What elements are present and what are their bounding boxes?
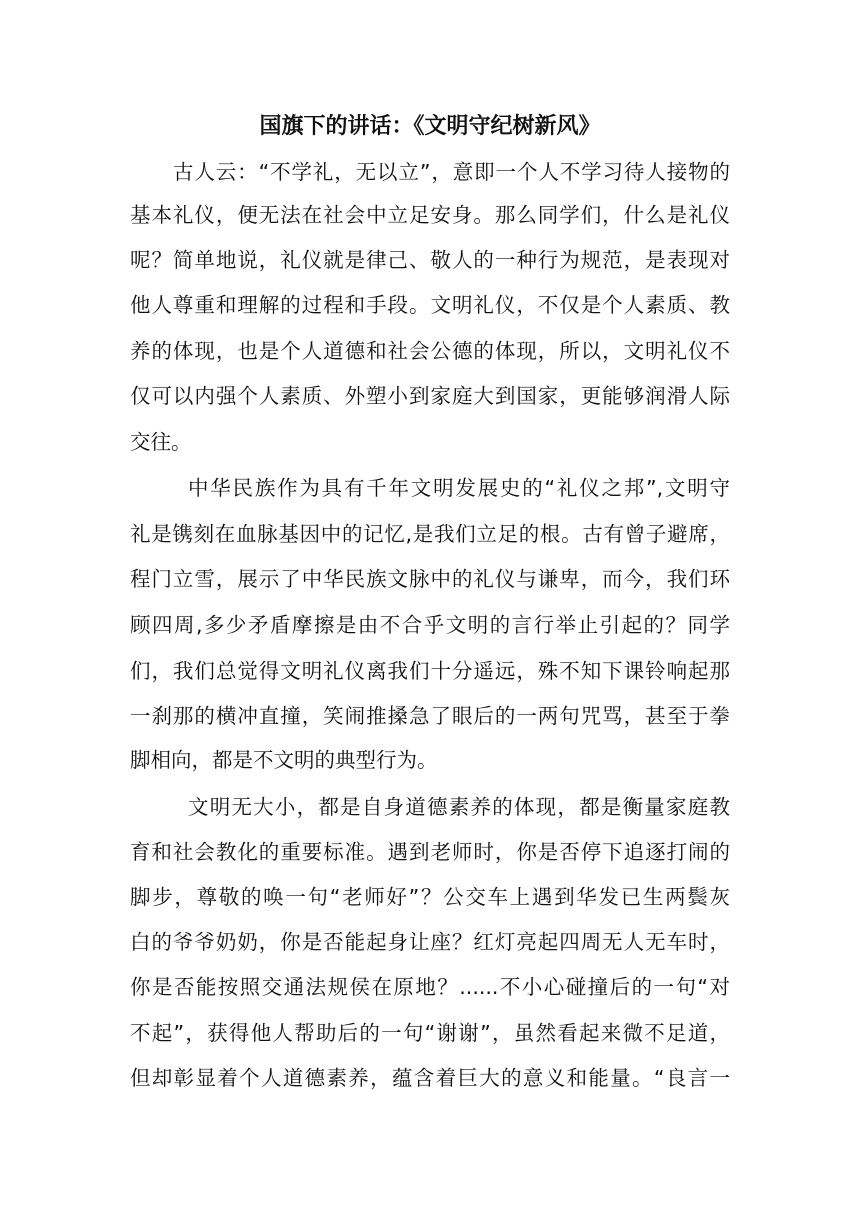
paragraph-3-line-5: 你是否能按照交通法规侯在原地？......不小心碰撞后的一句“对	[130, 975, 730, 999]
paragraph-2-line-2: 礼是镌刻在血脉基因中的记忆,是我们立足的根。古有曾子避席，	[130, 522, 730, 546]
paragraph-3-line-2: 育和社会教化的重要标准。遇到老师时，你是否停下追逐打闹的	[130, 840, 730, 864]
paragraph-2-line-6: 一刹那的横冲直撞，笑闹推搡急了眼后的一两句咒骂，甚至于拳	[130, 704, 730, 728]
paragraph-3-line-7: 但却彰显着个人道德素养，蕴含着巨大的意义和能量。“良言一	[130, 1066, 730, 1090]
paragraph-1-line-7: 交往。	[130, 430, 192, 454]
paragraph-1-line-3: 呢？简单地说，礼仪就是律己、敬人的一种行为规范，是表现对	[130, 248, 730, 272]
paragraph-1-line-6: 仅可以内强个人素质、外塑小到家庭大到国家，更能够润滑人际	[130, 384, 730, 408]
paragraph-2-line-5: 们，我们总觉得文明礼仪离我们十分遥远，殊不知下课铃响起那	[130, 659, 730, 683]
paragraph-2-line-1: 中华民族作为具有千年文明发展史的“礼仪之邦”,文明守	[188, 476, 730, 500]
paragraph-1-line-4: 他人尊重和理解的过程和手段。文明礼仪，不仅是个人素质、教	[130, 293, 730, 317]
paragraph-1-line-1: 古人云：“不学礼，无以立”，意即一个人不学习待人接物的	[173, 160, 730, 184]
paragraph-3-line-4: 白的爷爷奶奶，你是否能起身让座？红灯亮起四周无人无车时，	[130, 930, 730, 954]
paragraph-1-line-2: 基本礼仪，便无法在社会中立足安身。那么同学们，什么是礼仪	[130, 203, 730, 227]
document-title: 国旗下的讲话：《文明守纪树新风》	[259, 114, 601, 139]
paragraph-2-line-7: 脚相向，都是不文明的典型行为。	[130, 748, 438, 772]
paragraph-3-line-1: 文明无大小，都是自身道德素养的体现，都是衡量家庭教	[188, 795, 730, 819]
paragraph-2-line-3: 程门立雪，展示了中华民族文脉中的礼仪与谦卑，而今，我们环	[130, 567, 730, 591]
paragraph-2-line-4: 顾四周,多少矛盾摩擦是由不合乎文明的言行举止引起的？同学	[130, 613, 730, 637]
paragraph-1-line-5: 养的体现，也是个人道德和社会公德的体现，所以，文明礼仪不	[130, 339, 730, 363]
paragraph-3-line-6: 不起”，获得他人帮助后的一句“谢谢”，虽然看起来微不足道，	[130, 1021, 730, 1045]
paragraph-3-line-3: 脚步，尊敬的唤一句“老师好”？公交车上遇到华发已生两鬓灰	[130, 885, 730, 909]
